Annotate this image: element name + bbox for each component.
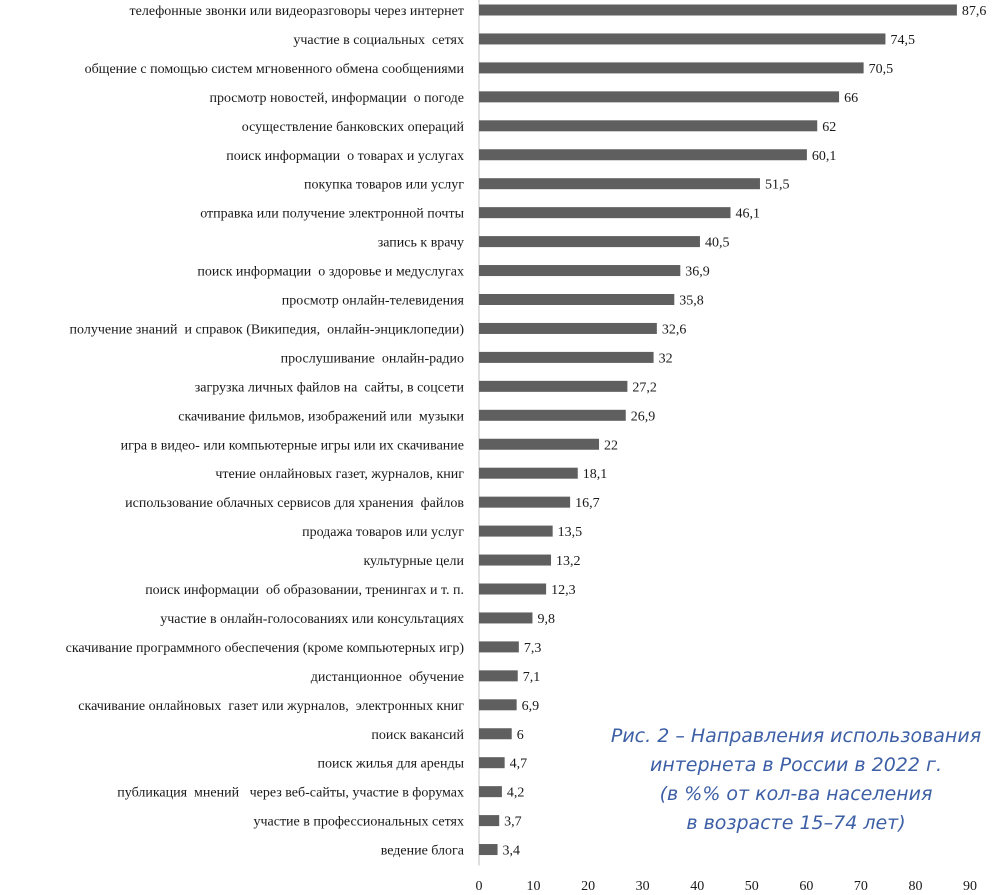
category-label: телефонные звонки или видеоразговоры через интернет	[129, 4, 464, 19]
category-label: скачивание онлайновых газет или журналов, электронных книг	[78, 698, 464, 714]
bar	[479, 497, 570, 508]
category-label: игра в видео- или компьютерные игры или их скачивание	[120, 438, 464, 454]
data-label: 70,5	[868, 61, 894, 77]
data-label: 13,2	[556, 554, 581, 570]
bar	[479, 815, 499, 826]
bar	[479, 612, 532, 623]
x-tick-label: 40	[690, 879, 705, 894]
data-label: 16,7	[575, 496, 600, 512]
data-label: 22	[604, 438, 619, 454]
data-label: 6	[516, 727, 524, 743]
data-label: 60,1	[811, 148, 837, 164]
category-label: продажа товаров или услуг	[302, 525, 464, 541]
category-label: поиск информации об образовании, тренингах и т. п.	[145, 583, 464, 598]
bar	[479, 584, 546, 595]
data-label: 3,7	[504, 814, 522, 830]
data-label: 4,2	[506, 785, 525, 801]
data-label: 51,5	[764, 177, 790, 193]
bar	[479, 207, 731, 218]
caption-line: интернета в России в 2022 г.	[649, 754, 943, 776]
category-label: культурные цели	[363, 554, 464, 570]
category-label: поиск жилья для аренды	[317, 756, 464, 772]
bar	[479, 236, 700, 247]
data-label: 46,1	[735, 206, 761, 222]
data-label: 18,1	[582, 467, 608, 483]
category-label: просмотр новостей, информации о погоде	[209, 90, 464, 106]
bar	[479, 728, 512, 739]
x-tick-label: 10	[526, 879, 541, 894]
bar	[479, 294, 674, 305]
x-tick-label: 30	[635, 879, 650, 894]
bar	[479, 352, 654, 363]
category-label: поиск информации о товарах и услугах	[226, 148, 464, 164]
bar	[479, 265, 680, 276]
x-tick-label: 80	[908, 879, 923, 894]
data-label: 62	[822, 119, 837, 135]
category-label: скачивание фильмов, изображений или музыки	[178, 409, 464, 425]
x-tick-label: 20	[581, 879, 596, 894]
bar	[479, 786, 502, 797]
x-tick-label: 70	[853, 879, 868, 894]
bar	[479, 410, 626, 421]
data-label: 9,8	[537, 611, 555, 627]
bar	[479, 149, 807, 160]
category-label: общение с помощью систем мгновенного обмена сообщениями	[84, 61, 464, 77]
category-label: поиск вакансий	[371, 727, 464, 743]
bar	[479, 91, 839, 102]
data-label: 13,5	[557, 525, 583, 541]
category-label: запись к врачу	[377, 235, 464, 251]
category-label: прослушивание онлайн-радио	[280, 351, 464, 367]
category-label: покупка товаров или услуг	[304, 177, 464, 193]
data-label: 12,3	[551, 583, 576, 598]
bar	[479, 526, 553, 537]
category-label: участие в профессиональных сетях	[253, 814, 464, 830]
x-tick-label: 60	[799, 879, 814, 894]
category-label: поиск информации о здоровье и медуслугах	[197, 264, 464, 280]
bar	[479, 555, 551, 566]
bar	[479, 670, 518, 681]
data-label: 26,9	[630, 409, 656, 425]
data-label: 32	[658, 351, 673, 367]
data-label: 4,7	[509, 756, 528, 772]
caption-line: Рис. 2 – Направления использования	[610, 725, 982, 747]
data-label: 87,6	[961, 4, 987, 19]
category-label: получение знаний и справок (Википедия, онлайн-энциклопедии)	[69, 322, 464, 338]
caption-line: в возрасте 15–74 лет)	[686, 812, 906, 834]
category-label: осуществление банковских операций	[241, 119, 464, 135]
data-label: 3,4	[502, 843, 521, 859]
bar	[479, 33, 885, 44]
bar	[479, 468, 578, 479]
data-label: 32,6	[661, 322, 687, 338]
bar	[479, 757, 505, 768]
bar	[479, 641, 519, 652]
figure-caption	[596, 722, 996, 838]
data-label: 40,5	[704, 235, 730, 251]
data-label: 6,9	[521, 698, 540, 714]
data-label: 36,9	[685, 264, 710, 280]
bar	[479, 62, 864, 73]
bar	[479, 439, 599, 450]
data-label: 74,5	[890, 32, 915, 48]
caption-line: (в %% от кол-ва населения	[659, 783, 933, 805]
x-tick-label: 0	[475, 879, 483, 894]
bar	[479, 5, 957, 16]
category-label: загрузка личных файлов на сайты, в соцсети	[194, 380, 464, 396]
data-label: 66	[844, 90, 859, 106]
category-label: просмотр онлайн-телевидения	[281, 293, 464, 309]
data-label: 27,2	[632, 380, 657, 396]
category-label: отправка или получение электронной почты	[200, 206, 464, 222]
x-tick-label: 50	[744, 879, 759, 894]
category-label: участие в социальных сетях	[293, 32, 464, 48]
data-label: 7,3	[523, 640, 542, 656]
bar	[479, 120, 817, 131]
bar	[479, 178, 760, 189]
category-label: чтение онлайновых газет, журналов, книг	[215, 467, 464, 483]
bar	[479, 699, 517, 710]
data-label: 35,8	[679, 293, 704, 309]
category-label: публикация мнений через веб-сайты, участие в форумах	[117, 785, 464, 801]
bar	[479, 323, 657, 334]
bar	[479, 844, 498, 855]
category-label: участие в онлайн-голосованиях или консультациях	[160, 611, 464, 627]
category-label: скачивание программного обеспечения (кроме компьютерных игр)	[65, 640, 464, 656]
category-label: дистанционное обучение	[310, 669, 464, 685]
data-label: 7,1	[522, 669, 541, 685]
x-tick-label: 90	[963, 879, 977, 894]
category-label: ведение блога	[380, 843, 464, 859]
bar	[479, 381, 627, 392]
category-label: использование облачных сервисов для хранения файлов	[125, 496, 464, 512]
